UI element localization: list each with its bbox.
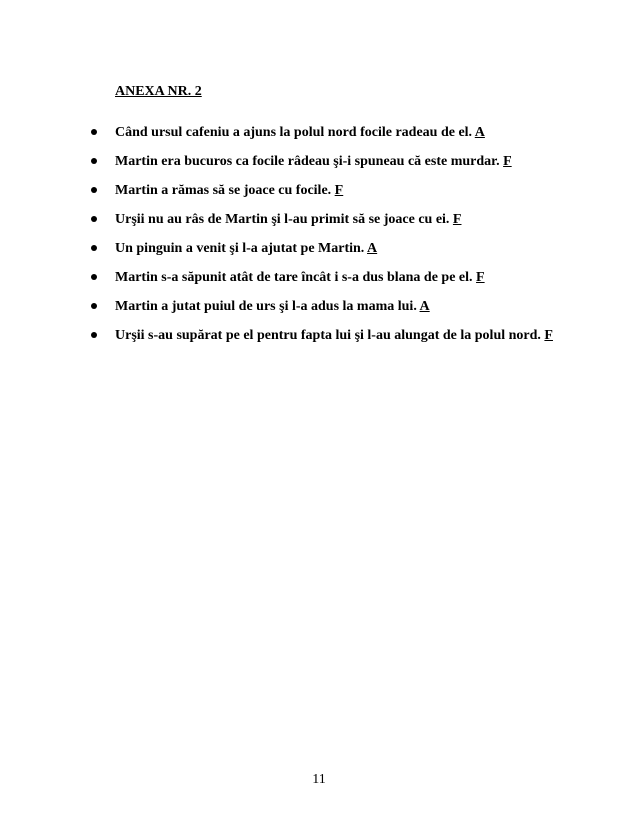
- statement-text: [115, 182, 343, 199]
- statement-answer: A: [367, 241, 378, 256]
- statement-text: [115, 269, 485, 286]
- statement-sentence: Când ursul cafeniu a ajuns la polul nord focile radeau de el.: [115, 125, 475, 140]
- statement-answer: F: [503, 154, 512, 169]
- annex-heading: ANEXA NR. 2: [115, 84, 202, 99]
- statement-answer: A: [474, 125, 485, 140]
- bullet-icon: [91, 245, 97, 251]
- statement-text: [115, 240, 377, 257]
- bullet-icon: [91, 274, 97, 280]
- bullet-icon: [91, 129, 97, 135]
- statement-sentence: Urşii nu au râs de Martin şi l-au primit să se joace cu ei.: [115, 212, 453, 227]
- bullet-icon: [91, 216, 97, 222]
- page-number: 11: [312, 772, 326, 787]
- statement-text: [115, 298, 430, 315]
- statement-answer: F: [452, 212, 462, 227]
- bullet-icon: [91, 332, 97, 338]
- statement-answer: F: [476, 270, 485, 285]
- bullet-icon: [91, 158, 97, 164]
- statement-sentence: Martin s-a săpunit atât de tare încât i s-a dus blana de pe el.: [115, 270, 477, 285]
- statement-text: [115, 153, 512, 170]
- statement-text: [115, 327, 553, 344]
- statement-sentence: Martin a jutat puiul de urs şi l-a adus la mama lui.: [115, 299, 420, 314]
- statement-sentence: Un pinguin a venit şi l-a ajutat pe Martin.: [115, 241, 368, 256]
- statement-text: [115, 124, 485, 141]
- bullet-icon: [91, 187, 97, 193]
- statement-sentence: Martin a rămas să se joace cu focile.: [115, 183, 335, 198]
- statement-sentence: Urşii s-au supărat pe el pentru fapta lui şi l-au alungat de la polul nord.: [115, 328, 545, 343]
- bullet-icon: [91, 303, 97, 309]
- statement-answer: F: [544, 328, 553, 343]
- statement-sentence: Martin era bucuros ca focile râdeau şi-i spuneau că este murdar.: [115, 154, 504, 169]
- statement-answer: A: [419, 299, 430, 314]
- statement-answer: F: [334, 183, 344, 198]
- statement-text: [115, 211, 461, 228]
